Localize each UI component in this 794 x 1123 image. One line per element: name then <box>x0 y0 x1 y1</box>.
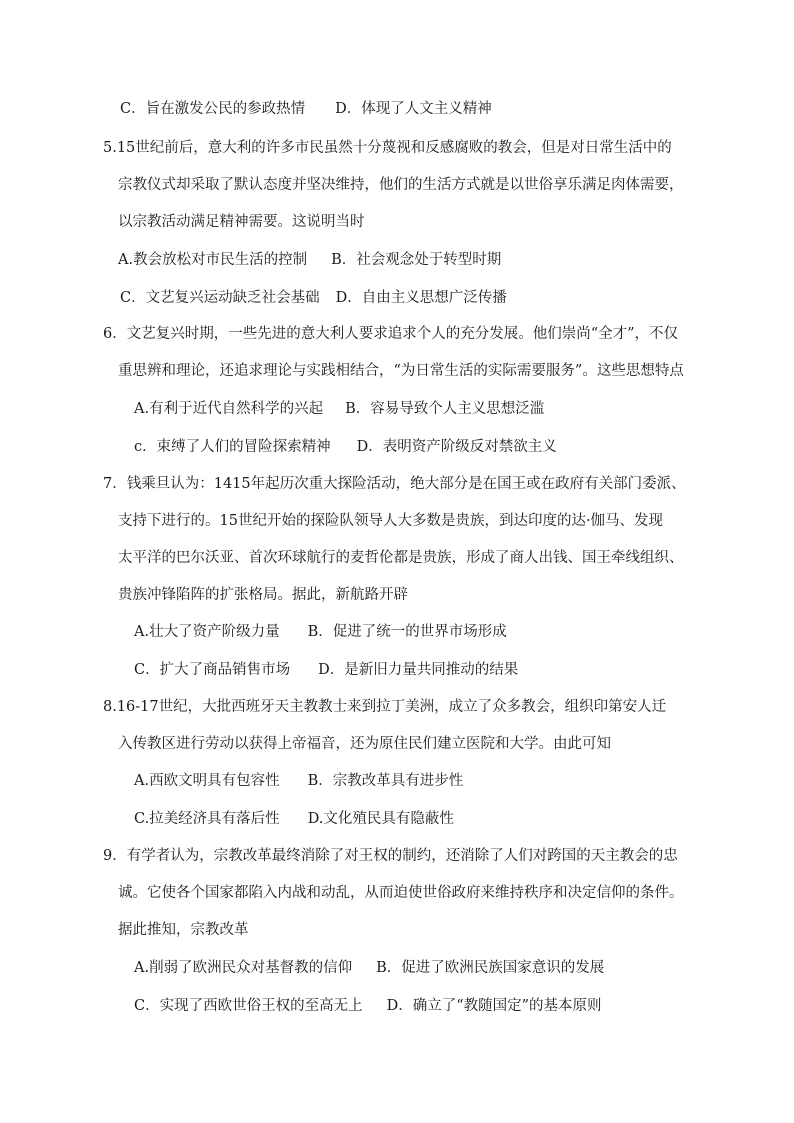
question-text: 贵族冲锋陷阵的扩张格局。据此，新航路开辟 <box>118 587 408 603</box>
question-text: 诚。它使各个国家都陷入内战和动乱，从而迫使世俗政府来维持秩序和决定信仰的条件。 <box>118 885 684 901</box>
question-text: 6．文艺复兴时期，一些先进的意大利人要求追求个人的充分发展。他们崇尚“全才”，不仅 <box>103 326 679 342</box>
option-row <box>120 99 492 119</box>
option-text: A.削弱了欧洲民众对基督教的信仰 <box>134 960 353 976</box>
option-row <box>134 399 544 419</box>
question-text: 重思辨和理论，还追求理论与实践相结合，“为日常生活的实际需要服务”。这些思想特点 <box>118 363 684 379</box>
option-text: B．宗教改革具有进步性 <box>307 773 464 789</box>
option-text: D.文化殖民具有隐蔽性 <box>307 811 454 827</box>
option-row <box>134 660 518 680</box>
option-row <box>134 996 602 1016</box>
option-row <box>118 250 501 270</box>
question-text: 太平洋的巴尔沃亚、首次环球航行的麦哲伦都是贵族，形成了商人出钱、国王牵线组织、 <box>118 550 684 566</box>
question-text: 入传教区进行劳动以获得上帝福音，还为原住民们建立医院和大学。由此可知 <box>118 736 611 752</box>
option-text: A.壮大了资产阶级力量 <box>134 624 280 640</box>
option-text: B．社会观念处于转型时期 <box>331 252 502 268</box>
option-text: C．旨在激发公民的参政热情 <box>120 101 306 117</box>
question-text: 支持下进行的。15世纪开始的探险队领导人大多数是贵族，到达印度的达·伽马、发现 <box>118 513 664 529</box>
option-text: D．表明资产阶级反对禁欲主义 <box>356 439 557 455</box>
option-row <box>134 622 507 642</box>
option-text: c．束缚了人们的冒险探索精神 <box>134 439 331 455</box>
option-text: D．确立了“教随国定”的基本原则 <box>386 998 602 1014</box>
option-text: D．是新旧力量共同推动的结果 <box>318 662 519 678</box>
option-text: D．体现了人文主义精神 <box>335 101 492 117</box>
question-text: 7．钱乘旦认为：1415年起历次重大探险活动，绝大部分是在国王或在政府有关部门委派、 <box>103 476 686 492</box>
option-text: C．文艺复兴运动缺乏社会基础 <box>120 290 320 306</box>
option-text: A.教会放松对市民生活的控制 <box>118 252 308 268</box>
option-text: A.有利于近代自然科学的兴起 <box>134 401 324 417</box>
option-row <box>134 771 463 791</box>
option-row <box>134 437 557 457</box>
question-text: 5.15世纪前后，意大利的许多市民虽然十分蔑视和反感腐败的教会，但是对日常生活中的 <box>103 140 672 156</box>
option-text: B．促进了统一的世界市场形成 <box>307 624 507 640</box>
option-text: A.西欧文明具有包容性 <box>134 773 280 789</box>
question-text: 据此推知，宗教改革 <box>118 922 249 938</box>
question-text: 9．有学者认为，宗教改革最终消除了对王权的制约，还消除了人们对跨国的天主教会的忠 <box>103 848 678 864</box>
option-text: B．促进了欧洲民族国家意识的发展 <box>376 960 605 976</box>
option-text: D．自由主义思想广泛传播 <box>335 290 507 306</box>
question-text: 宗教仪式却采取了默认态度并坚决维持，他们的生活方式就是以世俗享乐满足肉体需要， <box>118 177 684 193</box>
option-text: C．扩大了商品销售市场 <box>134 662 291 678</box>
option-row <box>134 809 454 829</box>
question-text: 8.16-17世纪，大批西班牙天主教教士来到拉丁美洲，成立了众多教会，组织印第安人迁 <box>103 699 667 715</box>
option-text: C．实现了西欧世俗王权的至高无上 <box>134 998 363 1014</box>
option-text: B．容易导致个人主义思想泛滥 <box>345 401 545 417</box>
option-row <box>120 288 507 308</box>
question-text: 以宗教活动满足精神需要。这说明当时 <box>118 214 365 230</box>
option-text: C.拉美经济具有落后性 <box>134 811 280 827</box>
option-row <box>134 958 604 978</box>
